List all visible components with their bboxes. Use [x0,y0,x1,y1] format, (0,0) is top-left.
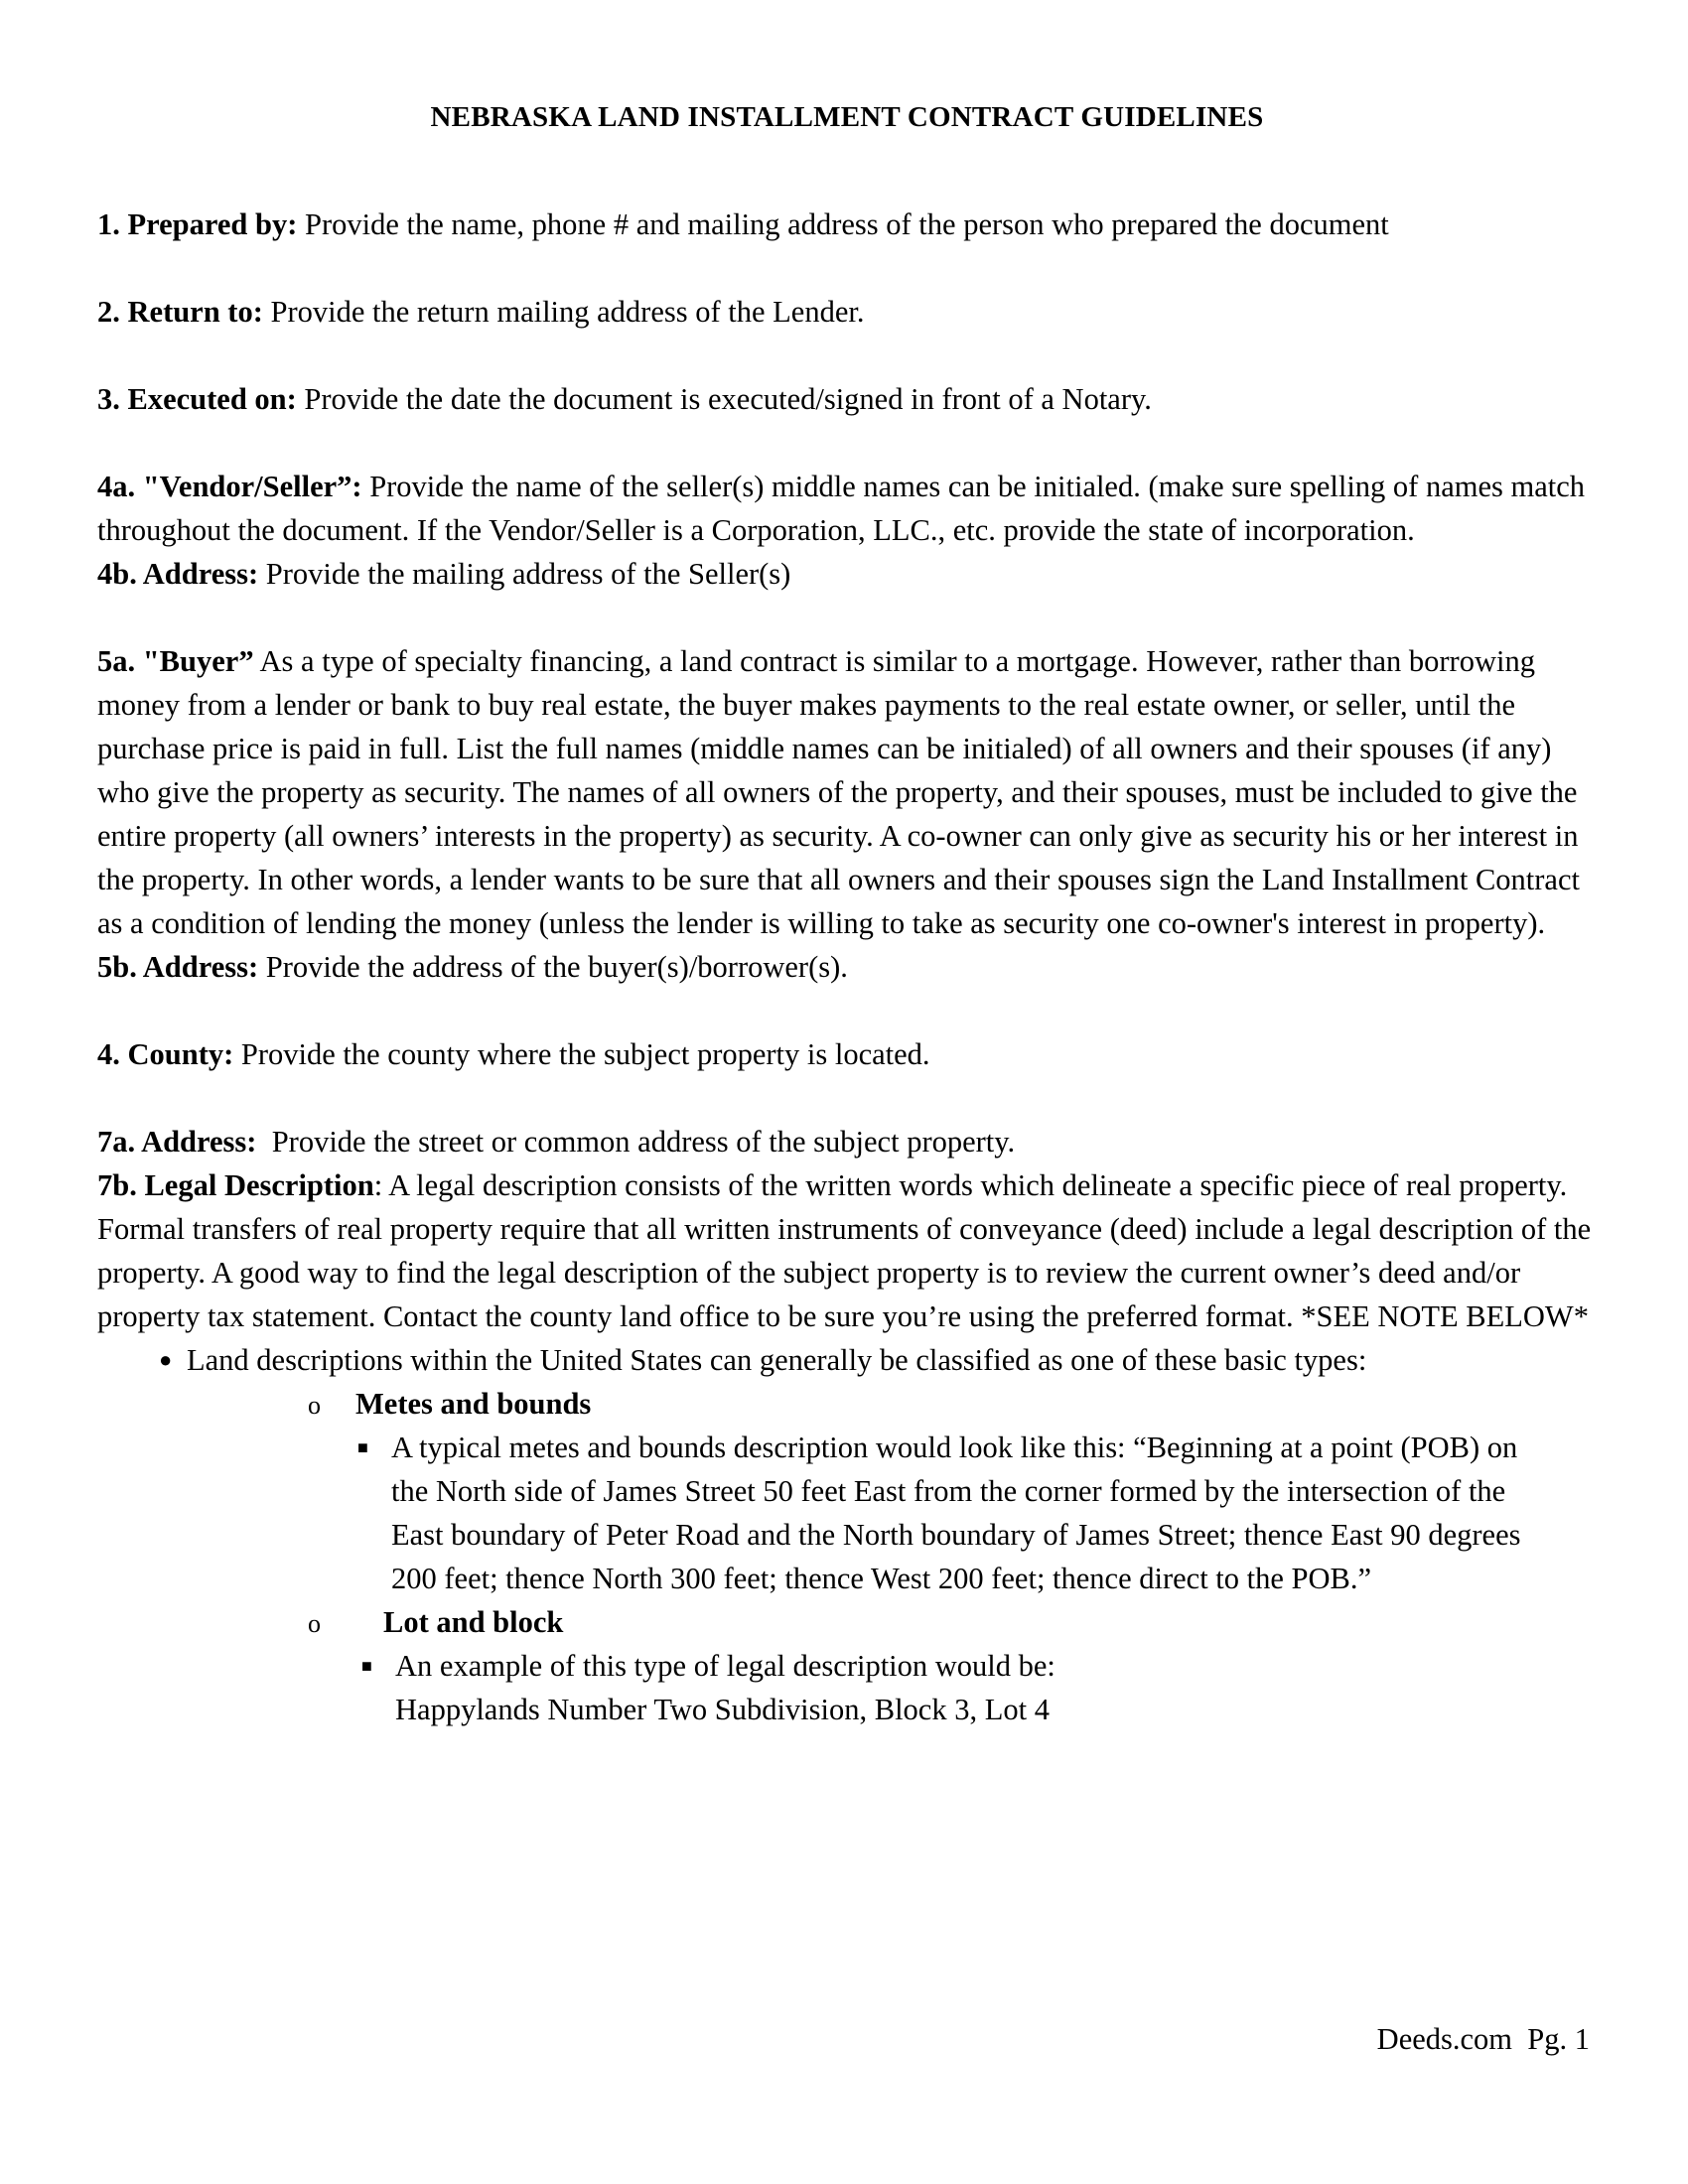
document-page [97,95,1597,1731]
square-bullet-icon: ■ [357,1437,368,1457]
county-label: 4. County: [97,1037,234,1071]
page-footer: Deeds.com Pg. 1 [1376,2022,1590,2056]
property-address-label: 7a. Address: [97,1125,257,1159]
section-buyer-address [97,945,1597,989]
lot-and-block-example-item [97,1644,1527,1731]
section-county [97,1032,1597,1076]
circle-bullet-icon: o [308,1391,321,1420]
metes-and-bounds-example: A typical metes and bounds description would look like this: “Beginning at a point (POB) on the North side of James Street 50 feet East from the corner formed by the intersection of the East boundary of Peter Road and the North boundary of James Street; thence East 90 degrees 200 feet; thence North 300 feet; thence West 200 feet; thence direct to the POB.” [391,1431,1521,1595]
land-types-bullet [97,1338,1597,1382]
metes-and-bounds-item [97,1382,1597,1426]
section-property-address [97,1120,1597,1163]
document-title: NEBRASKA LAND INSTALLMENT CONTRACT GUIDELINES [430,101,1264,133]
lot-and-block-heading: Lot and block [383,1605,564,1639]
buyer-address-text: Provide the address of the buyer(s)/borrower(s). [258,950,848,984]
lot-and-block-example-line1: An example of this type of legal description would be: [395,1649,1055,1683]
section-buyer [97,639,1597,945]
lot-and-block-item [97,1600,1597,1644]
return-to-text: Provide the return mailing address of the Lender. [262,295,865,329]
prepared-by-label: 1. Prepared by: [97,207,298,241]
county-text: Provide the county where the subject property is located. [233,1037,930,1071]
executed-on-label: 3. Executed on: [97,382,297,416]
vendor-address-label: 4b. Address: [97,557,259,591]
property-address-text: Provide the street or common address of the subject property. [256,1125,1016,1159]
return-to-label: 2. Return to: [97,295,263,329]
square-bullet-icon: ■ [361,1656,372,1676]
lot-and-block-example-line2: Happylands Number Two Subdivision, Block 3, Lot 4 [395,1693,1050,1726]
vendor-seller-text: Provide the name of the seller(s) middle names can be initialed. (make sure spelling of names match throughout the document. If the Vendor/Seller is a Corporation, LLC., etc. provide the state of incorporation. [97,470,1586,547]
legal-description-label: 7b. Legal Description [97,1168,374,1202]
buyer-address-label: 5b. Address: [97,950,259,984]
section-return-to [97,290,1597,334]
buyer-text: As a type of specialty financing, a land contract is similar to a mortgage. However, rather than borrowing money from a lender or bank to buy real estate, the buyer makes payments to the real estate owner, or seller, until the purchase price is paid in full. List the full names (middle names can be initialed) of all owners and their spouses (if any) who give the property as security. The names of all owners of the property, and their spouses, must be included to give the entire property (all owners’ interests in the property) as security. A co-owner can only give as security his or her interest in the property. In other words, a lender wants to be sure that all owners and their spouses sign the Land Installment Contract as a condition of lending the money (unless the lender is willing to take as security one co-owner's interest in property). [97,644,1580,940]
land-types-intro: Land descriptions within the United States can generally be classified as one of these basic types: [187,1343,1367,1377]
prepared-by-text: Provide the name, phone # and mailing address of the person who prepared the document [297,207,1389,241]
section-vendor-address [97,552,1597,596]
section-legal-description [97,1163,1597,1338]
executed-on-text: Provide the date the document is executed/signed in front of a Notary. [296,382,1152,416]
section-prepared-by [97,203,1597,246]
buyer-label: 5a. "Buyer” [97,644,254,678]
legal-description-text: : A legal description consists of the written words which delineate a specific piece of real property. Formal transfers of real property require that all written instruments of conveyance (deed) include a legal description of the property. A good way to find the legal description of the subject property is to review the current owner’s deed and/or property tax statement. Contact the county land office to be sure you’re using the preferred format. *SEE NOTE BELOW* [97,1168,1592,1333]
vendor-address-text: Provide the mailing address of the Seller(s) [258,557,791,591]
bullet-dot-icon: ● [159,1347,173,1372]
metes-and-bounds-heading: Metes and bounds [355,1387,592,1421]
section-executed-on [97,377,1597,421]
circle-bullet-icon: o [308,1609,321,1638]
vendor-seller-label: 4a. "Vendor/Seller”: [97,470,362,503]
section-vendor-seller [97,465,1597,552]
metes-and-bounds-example-item [97,1426,1523,1600]
